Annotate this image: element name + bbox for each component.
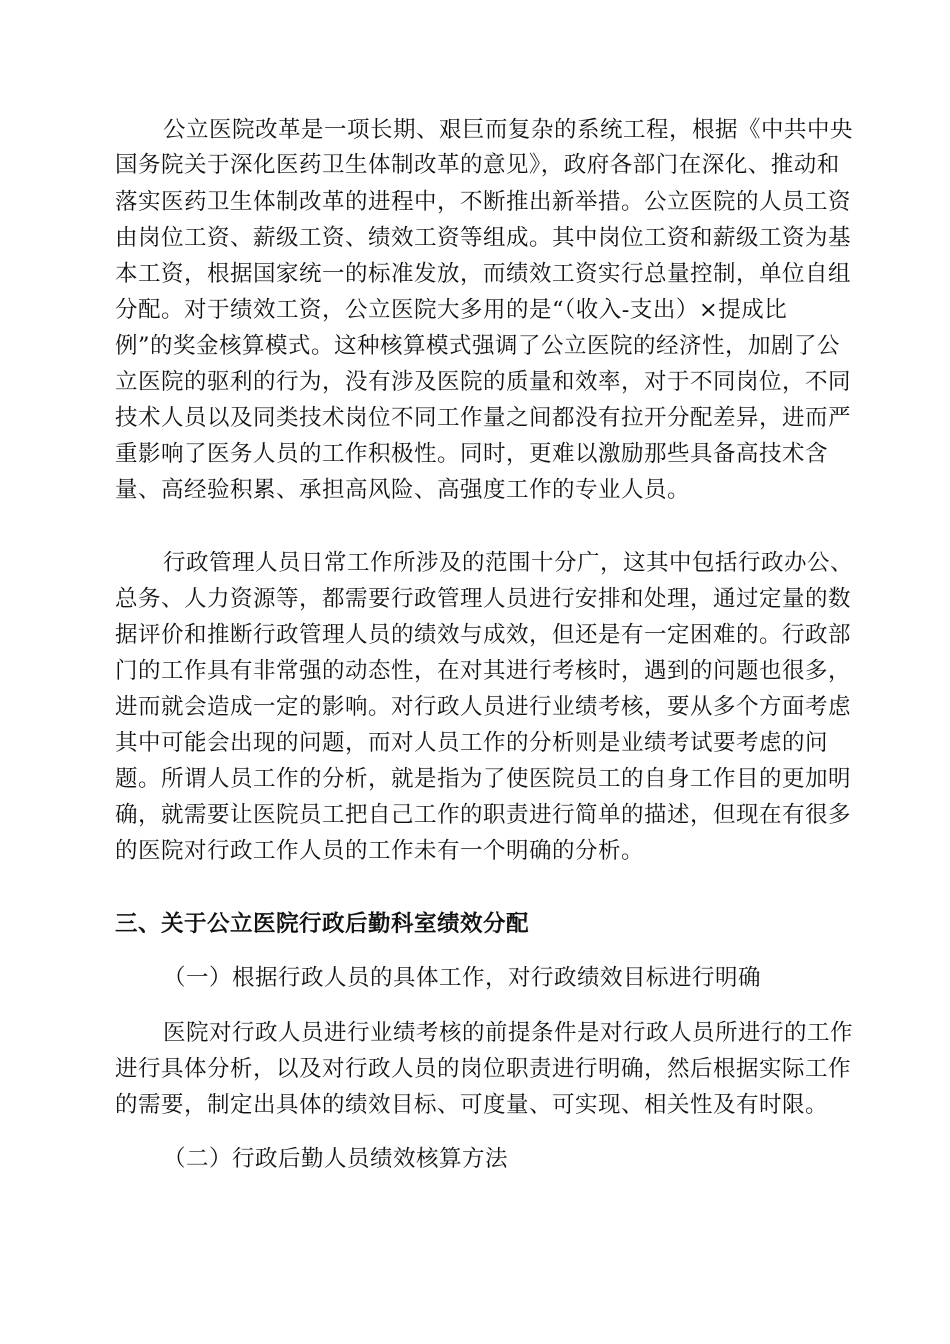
text-line: 国务院关于深化医药卫生体制改革的意见》，政府各部门在深化、推动和 xyxy=(115,152,840,178)
text-line: 由岗位工资、薪级工资、绩效工资等组成。其中岗位工资和薪级工资为基 xyxy=(115,225,852,251)
text-line: 其中可能会出现的问题，而对人员工作的分析则是业绩考试要考虑的问 xyxy=(115,730,829,756)
text-line: 题。所谓人员工作的分析，就是指为了使医院员工的自身工作目的更加明 xyxy=(115,766,852,792)
text-line: 据评价和推断行政管理人员的绩效与成效，但还是有一定困难的。行政部 xyxy=(115,622,852,648)
text-line: 进而就会造成一定的影响。对行政人员进行业绩考核，要从多个方面考虑 xyxy=(115,694,852,720)
text-line: 行政管理人员日常工作所涉及的范围十分广，这其中包括行政办公、 xyxy=(163,550,854,576)
text-line: 落实医药卫生体制改革的进程中，不断推出新举措。公立医院的人员工资 xyxy=(115,189,852,215)
text-line: 确，就需要让医院员工把自己工作的职责进行简单的描述，但现在有很多 xyxy=(115,802,852,828)
section-heading: 三、关于公立医院行政后勤科室绩效分配 xyxy=(115,911,530,937)
subheading-2: （二）行政后勤人员绩效核算方法 xyxy=(163,1146,509,1172)
text-line: 分配。对于绩效工资，公立医院大多用的是“（收入-支出）×提成比 xyxy=(115,297,788,323)
text-line: 重影响了医务人员的工作积极性。同时，更难以激励那些具备高技术含 xyxy=(115,441,829,467)
text-line: 例”的奖金核算模式。这种核算模式强调了公立医院的经济性，加剧了公 xyxy=(115,333,841,359)
text-line: 立医院的驱利的行为，没有涉及医院的质量和效率，对于不同岗位，不同 xyxy=(115,369,852,395)
text-line: 量、高经验积累、承担高风险、高强度工作的专业人员。 xyxy=(115,477,691,503)
subheading-1: （一）根据行政人员的具体工作，对行政绩效目标进行明确 xyxy=(163,965,762,991)
text-line: 本工资，根据国家统一的标准发放，而绩效工资实行总量控制，单位自组 xyxy=(115,261,852,287)
text-line: 的需要，制定出具体的绩效目标、可度量、可实现、相关性及有时限。 xyxy=(115,1092,829,1118)
text-line: 技术人员以及同类技术岗位不同工作量之间都没有拉开分配差异，进而严 xyxy=(115,405,852,431)
text-line: 进行具体分析，以及对行政人员的岗位职责进行明确，然后根据实际工作 xyxy=(115,1056,852,1082)
text-line: 医院对行政人员进行业绩考核的前提条件是对行政人员所进行的工作 xyxy=(163,1020,854,1046)
text-line: 门的工作具有非常强的动态性，在对其进行考核时，遇到的问题也很多， xyxy=(115,658,852,684)
text-line: 公立医院改革是一项长期、艰巨而复杂的系统工程，根据《中共中央 xyxy=(163,117,854,143)
text-line: 的医院对行政工作人员的工作未有一个明确的分析。 xyxy=(115,838,645,864)
text-line: 总务、人力资源等，都需要行政管理人员进行安排和处理，通过定量的数 xyxy=(115,586,852,612)
